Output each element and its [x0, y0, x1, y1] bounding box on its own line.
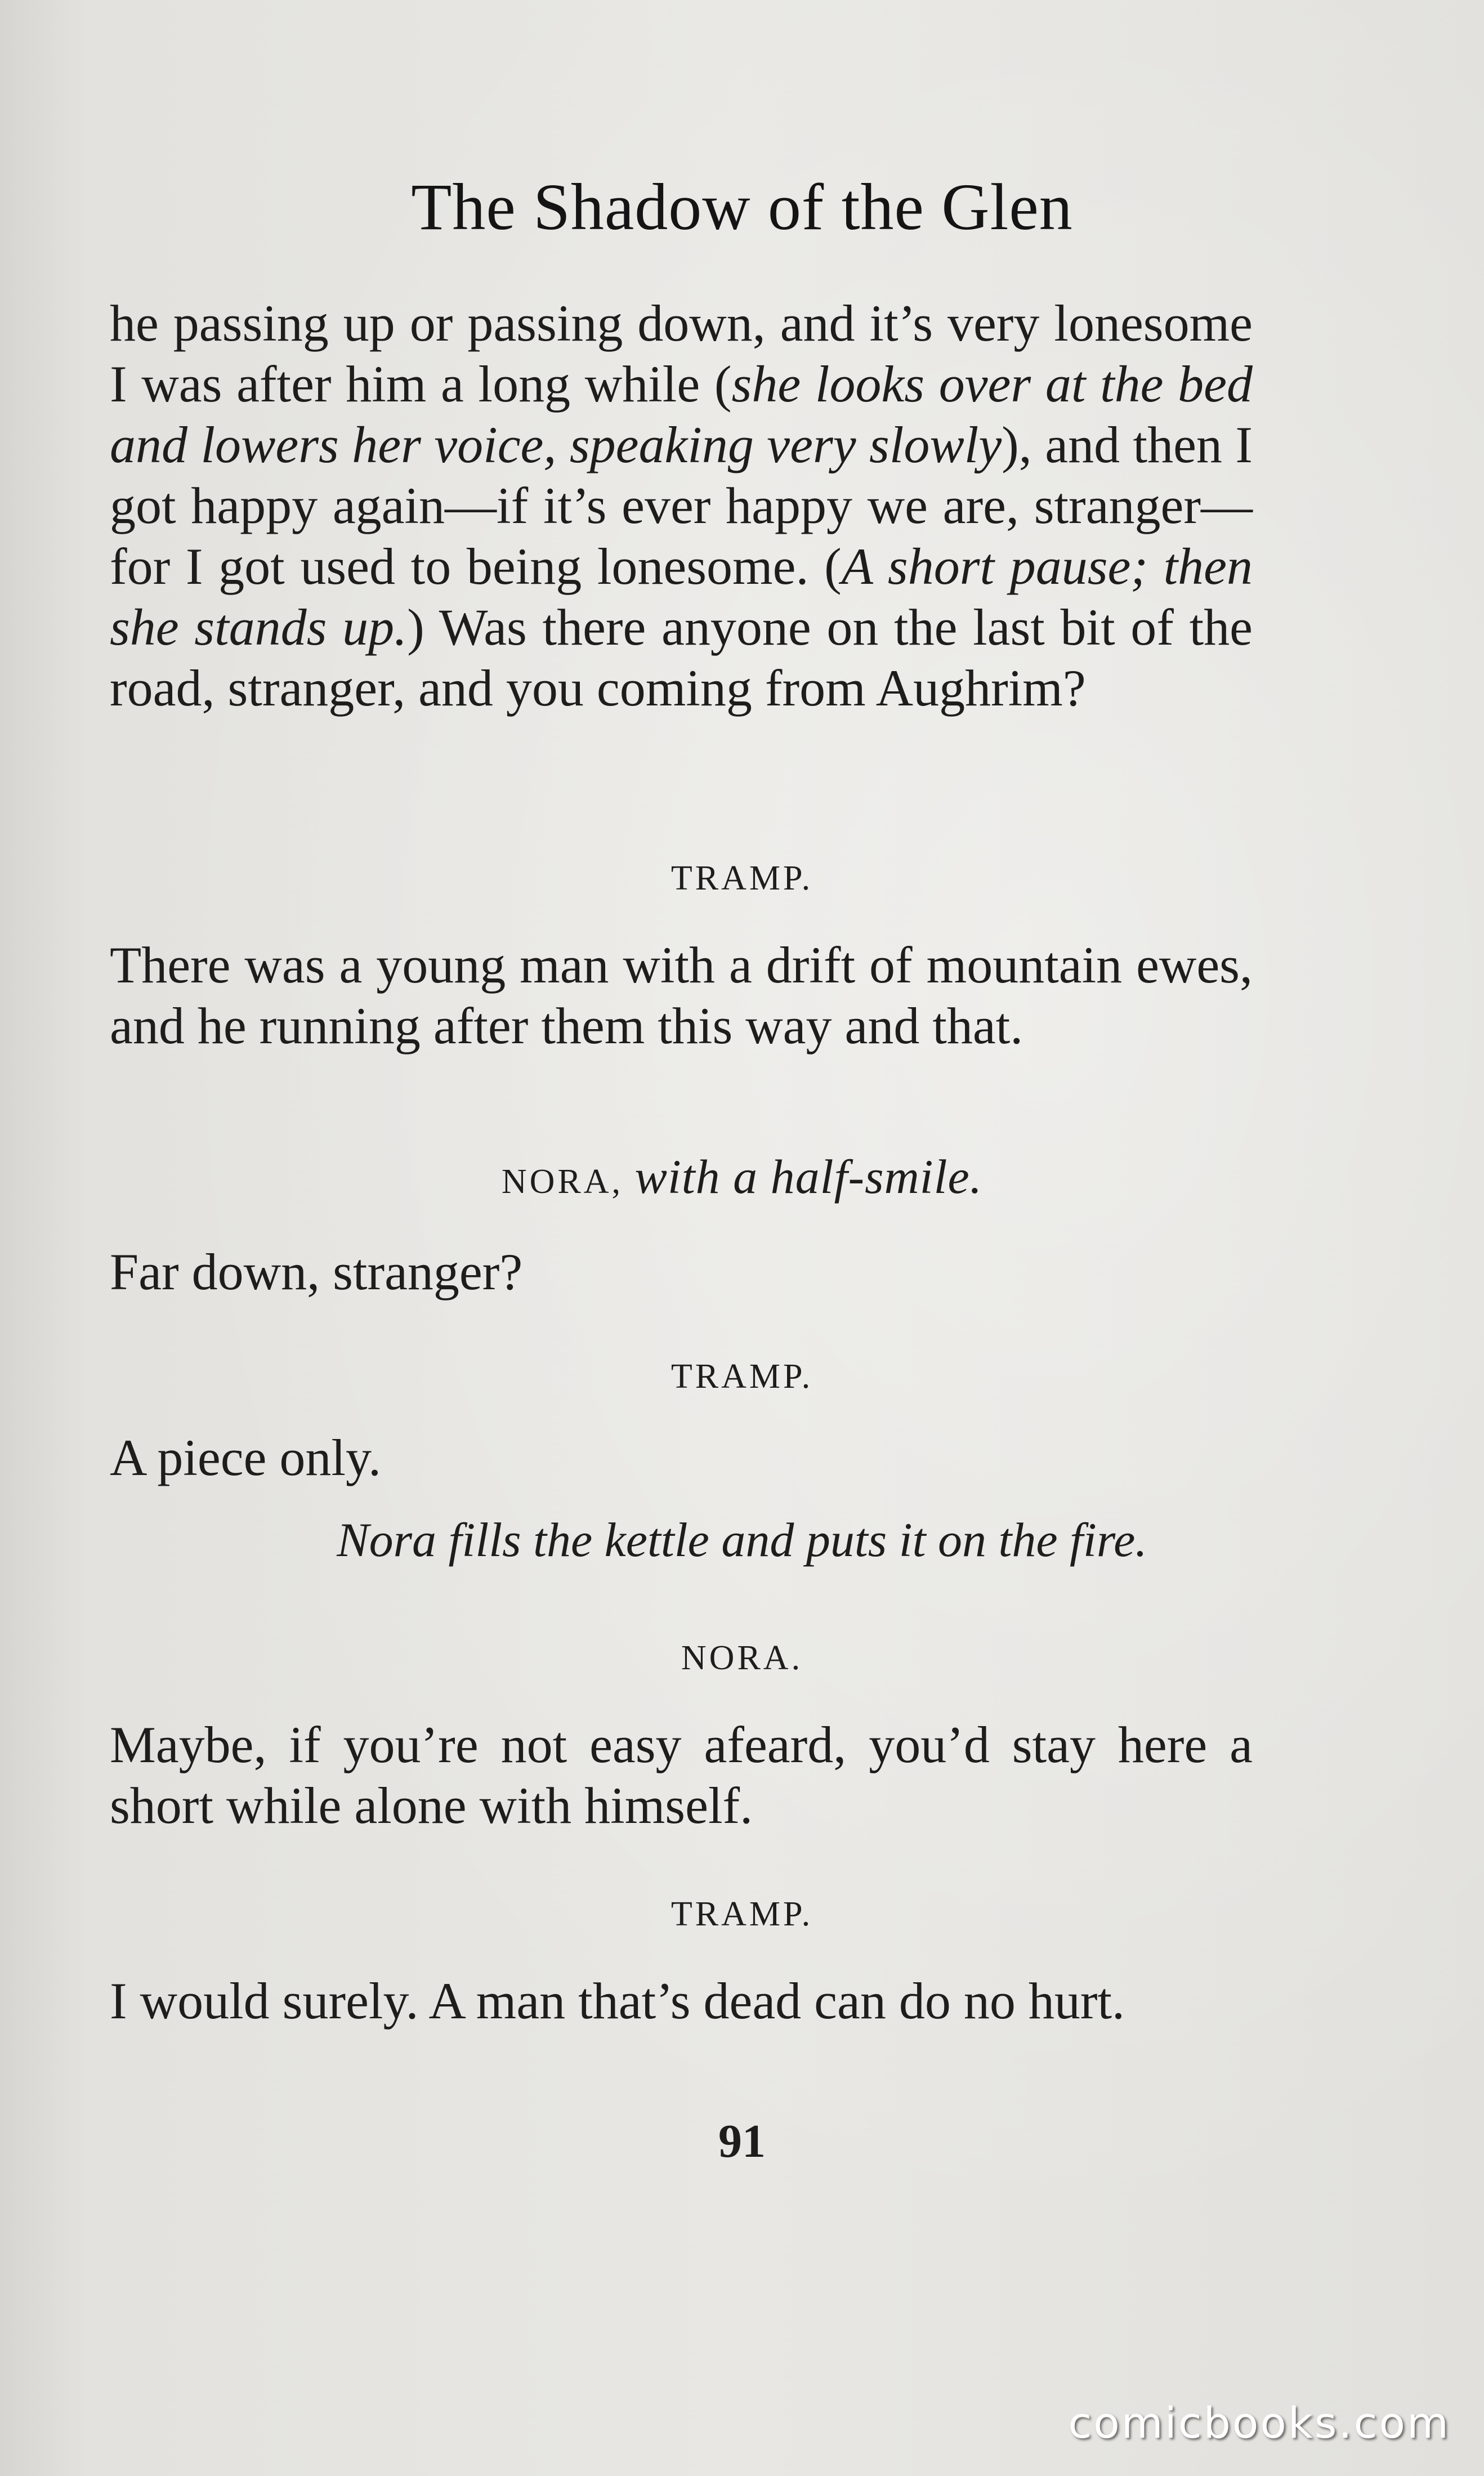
speaker-nora-1 [0, 1148, 1484, 1205]
speech-tramp-1: There was a young man with a drift of mountain ewes, and he running after them this way and that. [110, 936, 1253, 1054]
opening-speech [110, 293, 1253, 718]
opening-speech-part-e: ) Was there anyone on the last bit of the road, stranger, and you coming from Aughrim? [110, 598, 1253, 717]
stage-direction-inline-2: A short pause; then she stands up. [110, 538, 1253, 656]
speaker-tramp-3: TRAMP. [671, 1895, 813, 1933]
speaker-tramp-1: TRAMP. [671, 859, 813, 897]
opening-speech-part-c: ), and then I got happy again—if it’s ever happy we are, stranger—for I got used to being lonesome. ( [110, 416, 1253, 595]
running-head: The Shadow of the Glen [411, 170, 1073, 244]
opening-speech-part-a: he passing up or passing down, and it’s very lonesome I was after him a long while ( [110, 294, 1253, 413]
stage-direction-inline-1: she looks over at the bed and lowers her voice, speaking very slowly [110, 355, 1253, 473]
speech-nora-2: Maybe, if you’re not easy afeard, you’d stay here a short while alone with himself. [110, 1716, 1253, 1834]
speaker-nora-2: NORA. [681, 1639, 803, 1677]
speech-nora-1: Far down, stranger? [110, 1243, 523, 1300]
speaker-tramp-2: TRAMP. [671, 1357, 813, 1396]
stage-direction: Nora fills the kettle and puts it on the fire. [337, 1513, 1147, 1567]
watermark: comicbooks.com [1068, 2398, 1450, 2448]
speech-tramp-2: A piece only. [110, 1429, 382, 1486]
speaker-direction: with a half-smile. [634, 1150, 983, 1204]
speech-tramp-3: I would surely. A man that’s dead can do no hurt. [110, 1972, 1125, 2030]
page-number: 91 [718, 2115, 766, 2167]
speaker-name: NORA, [501, 1163, 624, 1201]
